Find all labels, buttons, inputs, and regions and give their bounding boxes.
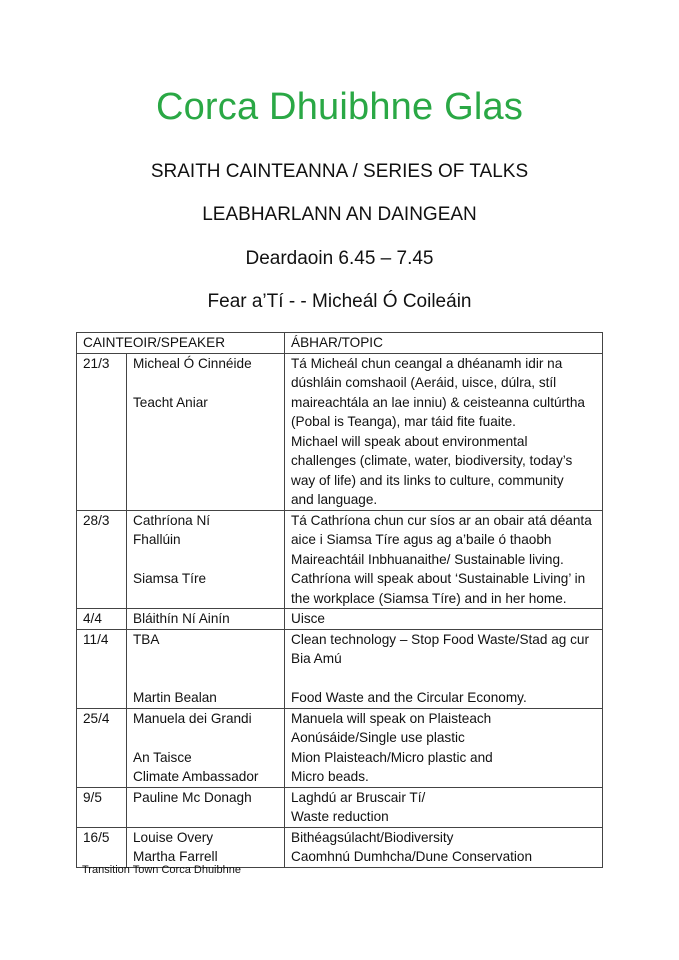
footer-credit: Transition Town Corca Dhuibhne (82, 864, 241, 876)
table-row (77, 708, 603, 787)
talk-topic: Tá Micheál chun ceangal a dhéanamh idir na dúshláin comshaoil (Aeráid, uisce, dúlra, stíl maireachtála an lae inniu) & ceisteanna cultúrtha (Pobal is Teanga), mar táid fite fuaite. Michael will speak about environmental challenges (climate, water, biodiversity, today’s way of life) and its links to culture, community and language. (285, 353, 603, 510)
talk-speaker: TBA Martin Bealan (127, 629, 285, 708)
talk-speaker: Pauline Mc Donagh (127, 787, 285, 827)
talk-date: 4/4 (77, 609, 127, 630)
table-row (77, 827, 603, 867)
talk-topic: Laghdú ar Bruscair Tí/ Waste reduction (285, 787, 603, 827)
talk-date: 11/4 (77, 629, 127, 708)
talk-speaker: Micheal Ó Cinnéide Teacht Aniar (127, 353, 285, 510)
host-heading: Fear a’Tí - - Micheál Ó Coileáin (207, 291, 472, 312)
talk-date: 21/3 (77, 353, 127, 510)
table-header-row (77, 333, 603, 354)
talk-date: 28/3 (77, 510, 127, 609)
talk-topic: Bithéagsúlacht/Biodiversity Caomhnú Dumhcha/Dune Conservation (285, 827, 603, 867)
talk-date: 25/4 (77, 708, 127, 787)
talk-date: 9/5 (77, 787, 127, 827)
table-row (77, 609, 603, 630)
talk-topic: Uisce (285, 609, 603, 630)
time-heading: Deardaoin 6.45 – 7.45 (245, 248, 434, 269)
talk-speaker: Bláithín Ní Ainín (127, 609, 285, 630)
talk-speaker: Cathríona Ní Fhallúin Siamsa Tíre (127, 510, 285, 609)
table-row (77, 787, 603, 827)
talk-topic: Tá Cathríona chun cur síos ar an obair atá déanta aice i Siamsa Tíre agus ag a’baile ó thaobh Maireachtáil Inbhuanaithe/ Sustainable living. Cathríona will speak about ‘Sustainable Living’ in the workplace (Siamsa Tíre) and in her home. (285, 510, 603, 609)
talk-topic: Manuela will speak on Plaisteach Aonúsáide/Single use plastic Mion Plaisteach/Micro plastic and Micro beads. (285, 708, 603, 787)
talk-date: 16/5 (77, 827, 127, 867)
talk-topic: Clean technology – Stop Food Waste/Stad ag cur Bia Amú Food Waste and the Circular Economy. (285, 629, 603, 708)
talk-speaker: Louise Overy Martha Farrell (127, 827, 285, 867)
venue-heading: LEABHARLANN AN DAINGEAN (202, 204, 477, 225)
table-row (77, 629, 603, 708)
table-row (77, 510, 603, 609)
talk-speaker: Manuela dei Grandi An Taisce Climate Ambassador (127, 708, 285, 787)
page-title: Corca Dhuibhne Glas (155, 86, 524, 128)
topic-column-header: ÁBHAR/TOPIC (285, 333, 603, 354)
table-row (77, 353, 603, 510)
speaker-column-header: CAINTEOIR/SPEAKER (77, 333, 285, 354)
talks-table (76, 332, 603, 868)
series-heading: SRAITH CAINTEANNA / SERIES OF TALKS (150, 161, 529, 182)
